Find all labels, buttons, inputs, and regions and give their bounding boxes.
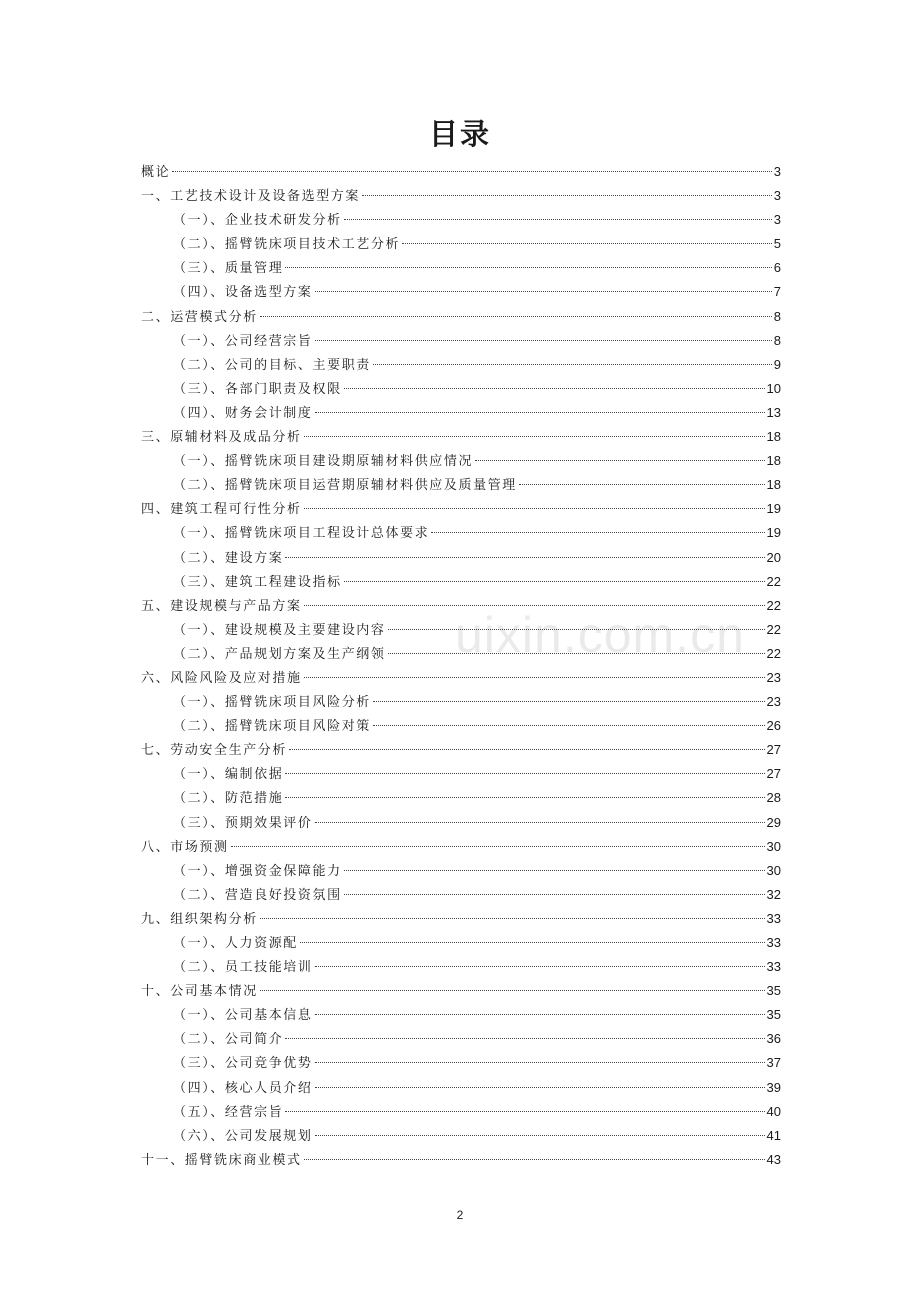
toc-entry-page: 27 — [766, 742, 781, 758]
toc-entry-page: 22 — [766, 645, 781, 661]
toc-dot-leader — [304, 605, 765, 606]
toc-entry[interactable] — [141, 955, 781, 979]
toc-entry[interactable] — [141, 473, 781, 497]
toc-entry-label: （一）、摇臂铣床项目建设期原辅材料供应情况 — [173, 454, 474, 470]
toc-dot-leader — [285, 1038, 764, 1039]
toc-dot-leader — [300, 942, 765, 943]
toc-dot-leader — [285, 773, 764, 774]
toc-entry-label: （二）、摇臂铣床项目技术工艺分析 — [173, 237, 401, 253]
toc-entry-page: 37 — [766, 1055, 781, 1071]
toc-entry[interactable] — [141, 497, 781, 521]
toc-entry[interactable] — [141, 401, 781, 425]
toc-entry[interactable] — [141, 1051, 781, 1075]
toc-entry-page: 30 — [766, 838, 781, 854]
toc-dot-leader — [519, 484, 765, 485]
toc-dot-leader — [373, 701, 765, 702]
toc-entry[interactable] — [141, 690, 781, 714]
toc-entry-label: 六、风险风险及应对措施 — [141, 670, 302, 686]
toc-entry-page: 7 — [773, 284, 781, 300]
toc-entry[interactable] — [141, 642, 781, 666]
toc-entry-label: （二）、产品规划方案及生产纲领 — [173, 646, 386, 662]
toc-dot-leader — [315, 822, 765, 823]
toc-entry[interactable] — [141, 859, 781, 883]
toc-entry[interactable] — [141, 835, 781, 859]
toc-entry-page: 33 — [766, 959, 781, 975]
toc-entry[interactable] — [141, 1124, 781, 1148]
toc-dot-leader — [475, 460, 764, 461]
toc-entry[interactable] — [141, 738, 781, 762]
toc-entry-page: 33 — [766, 910, 781, 926]
toc-dot-leader — [315, 412, 765, 413]
toc-entry-page: 3 — [773, 164, 781, 179]
toc-entry[interactable] — [141, 160, 781, 184]
toc-dot-leader — [304, 436, 765, 437]
toc-entry-label: （五）、经营宗旨 — [173, 1104, 284, 1120]
toc-entry[interactable] — [141, 425, 781, 449]
toc-entry-label: （一）、公司基本信息 — [173, 1008, 313, 1024]
toc-dot-leader — [315, 1062, 765, 1063]
toc-entry-label: （一）、增强资金保障能力 — [173, 863, 342, 879]
toc-entry-label: 十、公司基本情况 — [141, 984, 258, 1000]
toc-entry-label: （二）、防范措施 — [173, 791, 284, 807]
toc-entry-label: （四）、财务会计制度 — [173, 405, 313, 421]
toc-entry-label: （二）、公司的目标、主要职责 — [173, 357, 371, 373]
toc-entry[interactable] — [141, 232, 781, 256]
toc-entry-label: 四、建筑工程可行性分析 — [141, 502, 302, 518]
toc-entry-label: （一）、建设规模及主要建设内容 — [173, 622, 386, 638]
toc-entry-page: 3 — [773, 188, 781, 204]
toc-entry-page: 36 — [766, 1031, 781, 1047]
toc-entry-page: 23 — [766, 669, 781, 685]
toc-dot-leader — [373, 725, 765, 726]
toc-entry[interactable] — [141, 907, 781, 931]
toc-dot-leader — [388, 653, 765, 654]
toc-entry-label: （一）、摇臂铣床项目风险分析 — [173, 695, 371, 711]
toc-entry[interactable] — [141, 786, 781, 810]
toc-entry-label: （二）、摇臂铣床项目运营期原辅材料供应及质量管理 — [173, 478, 517, 494]
toc-entry-page: 23 — [766, 694, 781, 710]
toc-entry[interactable] — [141, 811, 781, 835]
toc-entry-label: （二）、营造良好投资氛围 — [173, 887, 342, 903]
toc-dot-leader — [344, 894, 765, 895]
toc-dot-leader — [304, 677, 765, 678]
toc-entry[interactable] — [141, 883, 781, 907]
toc-dot-leader — [285, 1111, 764, 1112]
toc-title: 目录 — [428, 117, 491, 151]
toc-entry-page: 8 — [773, 308, 781, 324]
toc-entry-label: 二、运营模式分析 — [141, 309, 258, 325]
toc-entry[interactable] — [141, 1076, 781, 1100]
toc-entry[interactable] — [141, 305, 781, 329]
toc-entry-label: 八、市场预测 — [141, 839, 229, 855]
toc-entry-label: 七、劳动安全生产分析 — [141, 743, 288, 759]
toc-entry-page: 35 — [766, 1007, 781, 1023]
toc-entry-page: 39 — [766, 1079, 781, 1095]
toc-entry-page: 13 — [766, 404, 781, 420]
toc-entry[interactable] — [141, 184, 781, 208]
toc-dot-leader — [344, 870, 765, 871]
toc-entry-label: 三、原辅材料及成品分析 — [141, 430, 302, 446]
toc-entry-page: 19 — [766, 525, 781, 541]
toc-entry-label: 一、工艺技术设计及设备选型方案 — [141, 189, 361, 205]
toc-dot-leader — [315, 291, 772, 292]
toc-entry-label: 概论 — [141, 165, 171, 180]
toc-entry-label: （三）、建筑工程建设指标 — [173, 574, 342, 590]
toc-entry-label: （四）、设备选型方案 — [173, 285, 313, 301]
toc-entry-label: （一）、公司经营宗旨 — [173, 333, 313, 349]
toc-entry-label: （四）、核心人员介绍 — [173, 1080, 313, 1096]
toc-entry[interactable] — [141, 618, 781, 642]
toc-dot-leader — [285, 797, 764, 798]
toc-entry[interactable] — [141, 546, 781, 570]
toc-entry-page: 18 — [766, 429, 781, 445]
toc-entry-label: 五、建设规模与产品方案 — [141, 598, 302, 614]
toc-dot-leader — [344, 388, 765, 389]
watermark: uixin.com.cn — [455, 607, 745, 663]
toc-entry-label: （三）、公司竞争优势 — [173, 1056, 313, 1072]
toc-entry-page: 22 — [766, 573, 781, 589]
toc-dot-leader — [172, 171, 772, 172]
toc-entry-label: （二）、摇臂铣床项目风险对策 — [173, 719, 371, 735]
toc-entry-label: （一）、人力资源配 — [173, 936, 298, 951]
toc-dot-leader — [402, 243, 772, 244]
toc-entry-page: 28 — [766, 790, 781, 806]
toc-dot-leader — [285, 557, 764, 558]
toc-entry[interactable] — [141, 353, 781, 377]
toc-entry[interactable] — [141, 1003, 781, 1027]
toc-entry[interactable] — [141, 1027, 781, 1051]
toc-entry-page: 30 — [766, 862, 781, 878]
toc-entry[interactable] — [141, 714, 781, 738]
toc-entry-page: 32 — [766, 886, 781, 902]
toc-entry-page: 41 — [766, 1127, 781, 1143]
toc-dot-leader — [315, 1087, 765, 1088]
toc-entry[interactable] — [141, 570, 781, 594]
toc-entry[interactable] — [141, 449, 781, 473]
toc-entry-page: 19 — [766, 501, 781, 517]
toc-entry[interactable] — [141, 931, 781, 955]
toc-dot-leader — [260, 990, 765, 991]
toc-dot-leader — [315, 340, 772, 341]
toc-entry-label: （六）、公司发展规划 — [173, 1128, 313, 1144]
toc-dot-leader — [362, 195, 772, 196]
toc-list — [141, 160, 781, 1172]
toc-entry-page: 8 — [773, 332, 781, 348]
toc-dot-leader — [388, 629, 765, 630]
toc-entry-page: 35 — [766, 983, 781, 999]
toc-entry[interactable] — [141, 329, 781, 353]
toc-entry-page: 33 — [766, 935, 781, 950]
toc-dot-leader — [315, 1135, 765, 1136]
toc-entry-page: 10 — [766, 380, 781, 396]
toc-entry-page: 43 — [766, 1151, 781, 1167]
toc-entry[interactable] — [141, 979, 781, 1003]
toc-dot-leader — [231, 846, 765, 847]
toc-entry-page: 29 — [766, 814, 781, 830]
toc-dot-leader — [260, 316, 772, 317]
toc-entry[interactable] — [141, 521, 781, 545]
toc-entry-label: （二）、公司简介 — [173, 1032, 284, 1048]
toc-entry[interactable] — [141, 377, 781, 401]
toc-entry-label: （三）、各部门职责及权限 — [173, 381, 342, 397]
toc-entry-page: 18 — [766, 453, 781, 469]
toc-entry[interactable] — [141, 666, 781, 690]
toc-entry-label: 十一、摇臂铣床商业模式 — [141, 1152, 302, 1168]
toc-dot-leader — [260, 918, 765, 919]
toc-dot-leader — [344, 219, 772, 220]
toc-dot-leader — [431, 532, 764, 533]
toc-entry-label: （一）、编制依据 — [173, 767, 284, 783]
toc-entry-page: 18 — [766, 477, 781, 493]
toc-entry-label: （三）、预期效果评价 — [173, 815, 313, 831]
toc-entry[interactable] — [141, 1100, 781, 1124]
toc-entry-label: （一）、企业技术研发分析 — [173, 213, 342, 229]
toc-entry-label: 九、组织架构分析 — [141, 911, 258, 927]
toc-entry[interactable] — [141, 256, 781, 280]
toc-entry-page: 40 — [766, 1103, 781, 1119]
toc-dot-leader — [304, 508, 765, 509]
toc-entry-label: （二）、员工技能培训 — [173, 960, 313, 976]
toc-entry[interactable] — [141, 594, 781, 618]
toc-entry-page: 22 — [766, 597, 781, 613]
toc-dot-leader — [285, 267, 771, 268]
toc-entry-page: 22 — [766, 621, 781, 637]
toc-entry-page: 26 — [766, 718, 781, 734]
toc-entry-label: （一）、摇臂铣床项目工程设计总体要求 — [173, 526, 430, 542]
toc-dot-leader — [373, 364, 772, 365]
toc-dot-leader — [344, 581, 765, 582]
page-number: 2 — [456, 1208, 464, 1222]
toc-entry[interactable] — [141, 208, 781, 232]
toc-entry[interactable] — [141, 280, 781, 304]
toc-dot-leader — [315, 966, 765, 967]
toc-dot-leader — [315, 1014, 765, 1015]
toc-dot-leader — [289, 749, 765, 750]
toc-entry-page: 20 — [766, 549, 781, 565]
toc-entry-page: 9 — [773, 356, 781, 372]
toc-dot-leader — [304, 1159, 765, 1160]
toc-entry[interactable] — [141, 1148, 781, 1172]
toc-entry-label: （二）、建设方案 — [173, 550, 284, 566]
toc-entry-page: 5 — [773, 236, 781, 252]
toc-entry[interactable] — [141, 762, 781, 786]
toc-entry-page: 3 — [773, 212, 781, 228]
toc-entry-label: （三）、质量管理 — [173, 261, 284, 277]
toc-entry-page: 27 — [766, 766, 781, 782]
toc-entry-page: 6 — [773, 260, 781, 276]
